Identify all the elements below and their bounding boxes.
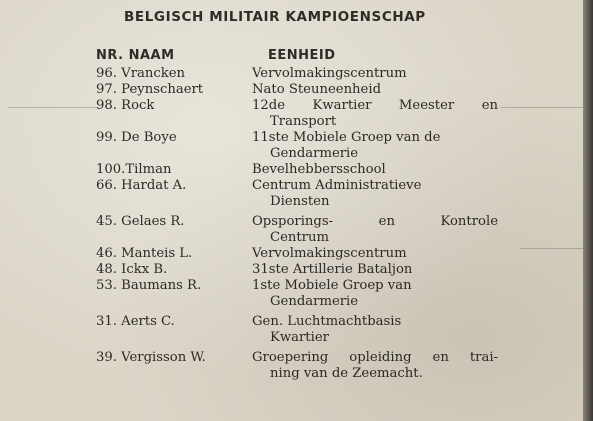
unit-line: Gen. Luchtmachtbasis xyxy=(252,314,402,329)
list-item xyxy=(0,66,593,82)
unit-line: Gendarmerie xyxy=(270,146,359,161)
unit-line: Bevelhebbersschool xyxy=(252,162,386,177)
unit-name xyxy=(252,262,498,278)
unit-name xyxy=(252,178,498,210)
list-item xyxy=(0,178,593,210)
competitor-name: 39. Vergisson W. xyxy=(96,350,206,365)
unit-line: ning van de Zeemacht. xyxy=(270,366,423,381)
competitor-name: 46. Manteis L. xyxy=(96,246,193,261)
unit-line: Opsporings- en Kontrole xyxy=(252,214,498,229)
unit-line: Centrum xyxy=(270,230,329,245)
results-list xyxy=(0,66,593,382)
unit-line: 1ste Mobiele Groep van xyxy=(252,278,412,293)
unit-line: Vervolmakingscentrum xyxy=(252,66,407,81)
unit-name xyxy=(252,214,498,246)
unit-line: Vervolmakingscentrum xyxy=(252,246,407,261)
unit-line: Centrum Administratieve xyxy=(252,178,422,193)
unit-line: Diensten xyxy=(270,194,330,209)
competitor-name: 31. Aerts C. xyxy=(96,314,175,329)
competitor-name: 48. Ickx B. xyxy=(96,262,168,277)
unit-name xyxy=(252,162,498,178)
unit-name xyxy=(252,350,498,382)
unit-line: Kwartier xyxy=(270,330,329,345)
unit-line: Gendarmerie xyxy=(270,294,359,309)
list-item xyxy=(0,162,593,178)
competitor-name: 100.Tilman xyxy=(96,162,172,177)
document-title: BELGISCH MILITAIR KAMPIOENSCHAP xyxy=(124,9,426,25)
unit-line: Groepering opleiding en trai- xyxy=(252,350,498,365)
list-item xyxy=(0,130,593,162)
list-item xyxy=(0,314,593,346)
competitor-name: 45. Gelaes R. xyxy=(96,214,185,229)
list-item xyxy=(0,246,593,262)
list-item xyxy=(0,98,593,130)
unit-line: Nato Steuneenheid xyxy=(252,82,382,97)
competitor-name: 96. Vrancken xyxy=(96,66,186,81)
unit-name xyxy=(252,82,498,98)
unit-line: 12de Kwartier Meester en xyxy=(252,98,498,113)
unit-name xyxy=(252,246,498,262)
unit-name xyxy=(252,130,498,162)
list-item xyxy=(0,262,593,278)
competitor-name: 99. De Boye xyxy=(96,130,177,145)
unit-name xyxy=(252,314,498,346)
competitor-name: 98. Rock xyxy=(96,98,155,113)
list-item xyxy=(0,82,593,98)
list-item xyxy=(0,350,593,382)
unit-name xyxy=(252,66,498,82)
unit-line: 31ste Artillerie Bataljon xyxy=(252,262,413,277)
list-item xyxy=(0,278,593,310)
column-header-unit: EENHEID xyxy=(268,48,336,63)
unit-line: Transport xyxy=(270,114,337,129)
unit-name xyxy=(252,278,498,310)
competitor-name: 53. Baumans R. xyxy=(96,278,202,293)
unit-name xyxy=(252,98,498,130)
list-item xyxy=(0,214,593,246)
column-header-nr-name: NR. NAAM xyxy=(96,48,175,63)
competitor-name: 97. Peynschaert xyxy=(96,82,204,97)
competitor-name: 66. Hardat A. xyxy=(96,178,187,193)
unit-line: 11ste Mobiele Groep van de xyxy=(252,130,441,145)
